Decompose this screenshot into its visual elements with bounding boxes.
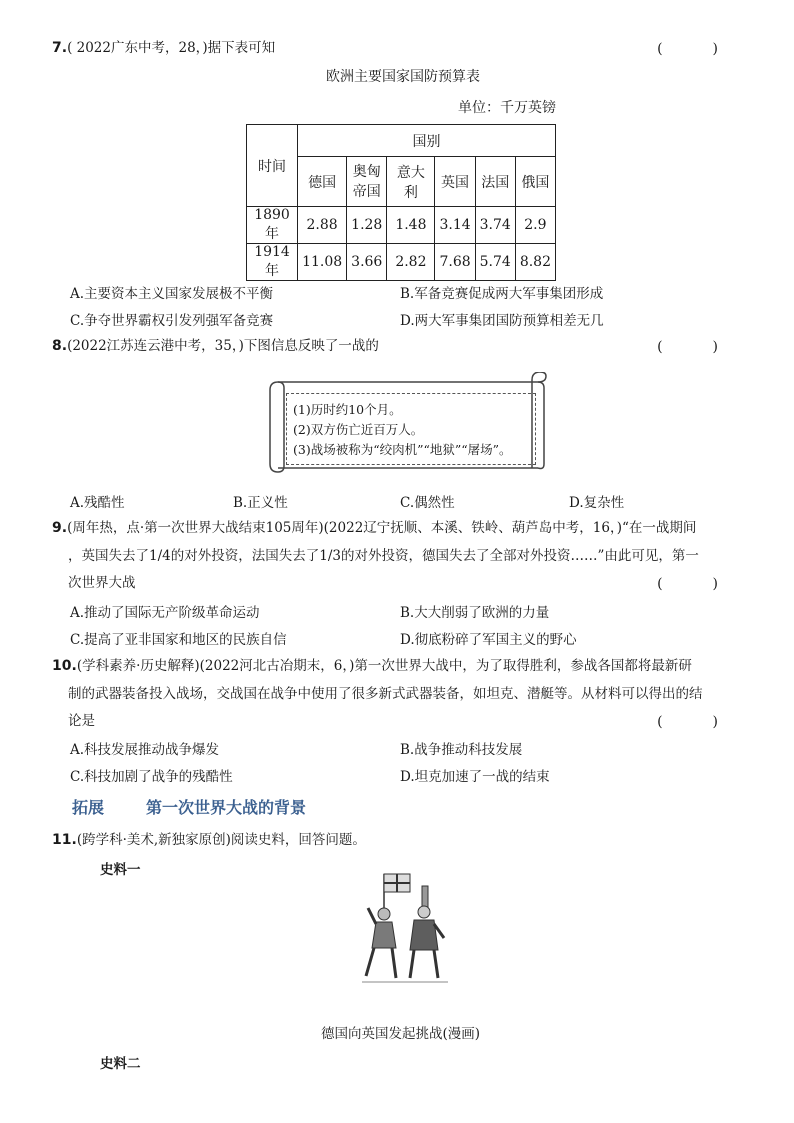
question-10-stem-line3: 论是	[68, 713, 95, 729]
question-text: (学科素养·历史解释)(2022河北古冶期末，6，)第一次世界大战中，为了取得胜利，参战各国都将最新研	[76, 658, 692, 674]
country-header: 俄国	[515, 157, 555, 207]
option-c[interactable]: C.提高了亚非国家和地区的民族自信	[70, 632, 287, 648]
table-cell: 3.14	[435, 207, 475, 244]
question-text: (2022江苏连云港中考，35，)下图信息反映了一战的	[67, 338, 379, 354]
option-d[interactable]: D.彻底粉碎了军国主义的野心	[400, 632, 577, 648]
country-header: 英国	[435, 157, 475, 207]
scroll-line: (2)双方伤亡近百万人。	[293, 422, 424, 437]
option-a[interactable]: A.残酷性	[70, 495, 125, 511]
material-1-label: 史料一	[100, 862, 141, 878]
table-cell: 11.08	[298, 244, 347, 281]
table-cell: 5.74	[475, 244, 515, 281]
question-9-stem-line1	[52, 518, 696, 538]
scroll-text-box	[286, 393, 536, 465]
option-c[interactable]: C.科技加剧了战争的残酷性	[70, 769, 233, 785]
question-text: (跨学科·美术,新独家原创)阅读史料，回答问题。	[76, 832, 366, 848]
scroll-line: (3)战场被称为“绞肉机”“地狱”“屠场”。	[293, 442, 512, 457]
table-title: 欧洲主要国家国防预算表	[326, 69, 480, 85]
answer-bracket: ( )	[657, 576, 736, 592]
table-cell: 2.88	[298, 207, 347, 244]
question-7-stem	[52, 38, 275, 58]
section-title: 第一次世界大战的背景	[146, 798, 307, 817]
section-label: 拓展	[72, 798, 105, 817]
table-cell: 1.48	[387, 207, 435, 244]
option-a[interactable]: A.科技发展推动战争爆发	[70, 742, 220, 758]
country-header: 意大利	[387, 157, 435, 207]
country-header: 德国	[298, 157, 347, 207]
answer-bracket: ( )	[657, 41, 736, 57]
question-number: 7.	[52, 40, 68, 56]
question-text: ( 2022广东中考，28，)据下表可知	[67, 40, 276, 56]
row-year: 1914 年	[247, 244, 298, 281]
material-2-label: 史料二	[100, 1056, 141, 1072]
question-10-stem-line1	[52, 656, 692, 676]
question-number: 11.	[52, 832, 77, 848]
table-cell: 2.82	[387, 244, 435, 281]
question-9-stem-line2: ，英国失去了1/4的对外投资，法国失去了1/3的对外投资，德国失去了全部对外投资……”由此可见，第一	[68, 548, 699, 564]
question-number: 9.	[52, 520, 68, 536]
table-cell: 3.66	[347, 244, 387, 281]
option-a[interactable]: A.推动了国际无产阶级革命运动	[70, 605, 260, 621]
header-country: 国别	[298, 125, 556, 157]
option-b[interactable]: B.军备竞赛促成两大军事集团形成	[400, 286, 604, 302]
option-d[interactable]: D.复杂性	[569, 495, 625, 511]
table-row	[247, 244, 556, 281]
option-a[interactable]: A.主要资本主义国家发展极不平衡	[70, 286, 274, 302]
question-number: 8.	[52, 338, 68, 354]
table-row	[247, 207, 556, 244]
table-cell: 2.9	[515, 207, 555, 244]
answer-bracket: ( )	[657, 714, 736, 730]
option-d[interactable]: D.两大军事集团国防预算相差无几	[400, 313, 604, 329]
option-b[interactable]: B.正义性	[233, 495, 288, 511]
question-10-stem-line2: 制的武器装备投入战场，交战国在战争中使用了很多新式武器装备，如坦克、潜艇等。从材料可以得出的结	[68, 686, 703, 702]
header-time: 时间	[247, 125, 298, 207]
cartoon-caption: 德国向英国发起挑战(漫画)	[321, 1026, 481, 1042]
question-8-stem	[52, 336, 379, 356]
defense-budget-table	[246, 124, 556, 281]
table-cell: 7.68	[435, 244, 475, 281]
table-cell: 1.28	[347, 207, 387, 244]
row-year: 1890 年	[247, 207, 298, 244]
option-c[interactable]: C.争夺世界霸权引发列强军备竞赛	[70, 313, 274, 329]
option-b[interactable]: B.战争推动科技发展	[400, 742, 523, 758]
table-unit: 单位：千万英镑	[458, 100, 556, 116]
option-b[interactable]: B.大大削弱了欧洲的力量	[400, 605, 550, 621]
table-cell: 8.82	[515, 244, 555, 281]
question-9-stem-line3: 次世界大战	[68, 575, 136, 591]
table-cell: 3.74	[475, 207, 515, 244]
scroll-line: (1)历时约10个月。	[293, 402, 402, 417]
option-d[interactable]: D.坦克加速了一战的结束	[400, 769, 550, 785]
question-11-stem	[52, 830, 366, 850]
question-number: 10.	[52, 658, 77, 674]
option-c[interactable]: C.偶然性	[400, 495, 455, 511]
question-text: (周年热，点·第一次世界大战结束105周年)(2022辽宁抚顺、本溪、铁岭、葫芦岛中考，16，)“在一战期间	[67, 520, 697, 536]
country-header: 奥匈 帝国	[347, 157, 387, 207]
country-header: 法国	[475, 157, 515, 207]
answer-bracket: ( )	[657, 339, 736, 355]
cartoon-illustration	[362, 866, 448, 986]
